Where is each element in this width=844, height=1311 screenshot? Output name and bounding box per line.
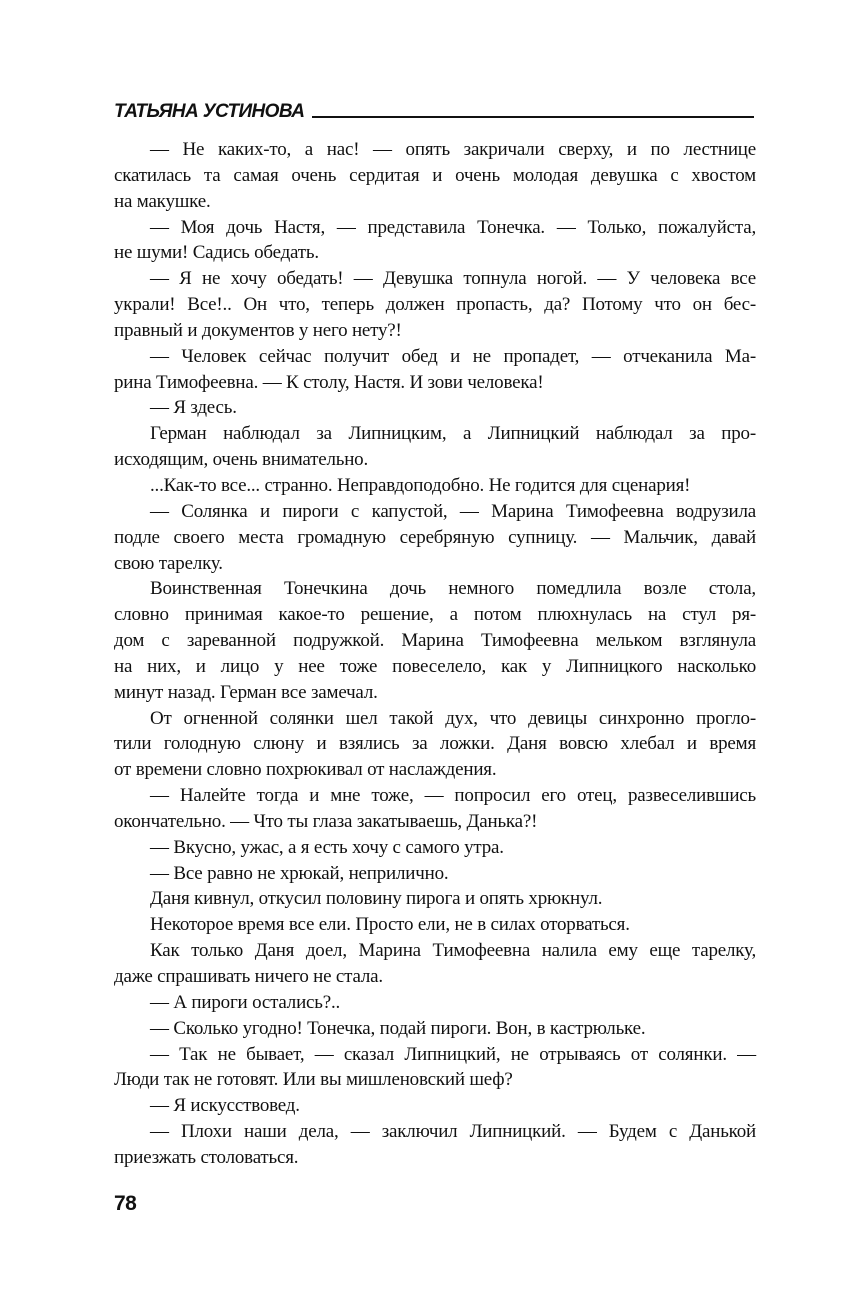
text-line: — Человек сейчас получит обед и не пропадет, — отчеканила Ма- — [150, 345, 756, 367]
text-line: Даня кивнул, откусил половину пирога и опять хрюкнул. — [150, 888, 603, 910]
text-line: — Так не бывает, — сказал Липницкий, не отрываясь от солянки. — — [150, 1043, 756, 1065]
paragraph — [114, 1042, 756, 1094]
text-line: Люди так не готовят. Или вы мишленовский шеф? — [114, 1069, 513, 1091]
header-rule — [312, 116, 754, 118]
text-line: украли! Все!.. Он что, теперь должен пропасть, да? Потому что он бес- — [114, 294, 756, 316]
text-line: Как только Даня доел, Марина Тимофеевна налила ему еще тарелку, — [150, 940, 756, 962]
text-line: — А пироги остались?.. — [150, 991, 341, 1013]
text-line: — Сколько угодно! Тонечка, подай пироги. Вон, в кастрюльке. — [150, 1017, 646, 1039]
text-line: не шуми! Садись обедать. — [114, 242, 319, 264]
text-line: — Я искусствовед. — [150, 1095, 300, 1117]
text-line: Некоторое время все ели. Просто ели, не в силах оторваться. — [150, 914, 630, 936]
paragraph — [114, 706, 756, 784]
paragraph — [114, 1016, 756, 1042]
text-line: даже спрашивать ничего не стала. — [114, 966, 383, 987]
paragraph — [114, 938, 756, 990]
paragraph — [114, 137, 756, 215]
text-line: — Я здесь. — [150, 397, 237, 419]
text-line: — Моя дочь Настя, — представила Тонечка. — Только, пожалуйста, — [150, 216, 756, 238]
text-line: — Я не хочу обедать! — Девушка топнула ногой. — У человека все — [150, 268, 756, 290]
text-line: От огненной солянки шел такой дух, что девицы синхронно прогло- — [150, 707, 756, 729]
paragraph — [114, 912, 756, 938]
text-line: правный и документов у него нету?! — [114, 319, 402, 341]
paragraph — [114, 266, 756, 344]
text-line: дом с зареванной подружкой. Марина Тимофеевна мельком взглянула — [114, 630, 756, 652]
text-line: от времени словно похрюкивал от наслаждения. — [114, 759, 497, 781]
paragraph — [114, 1093, 756, 1119]
text-line: тили голодную слюну и взялись за ложки. Даня вовсю хлебал и время — [114, 733, 756, 755]
running-header — [114, 98, 754, 122]
paragraph — [114, 1119, 756, 1171]
paragraph — [114, 886, 756, 912]
body-text — [114, 137, 756, 1171]
text-line: Герман наблюдал за Липницким, а Липницкий наблюдал за про- — [150, 423, 756, 445]
text-line: Воинственная Тонечкина дочь немного помедлила возле стола, — [150, 578, 756, 600]
text-line: — Плохи наши дела, — заключил Липницкий. — Будем с Данькой — [150, 1121, 756, 1143]
paragraph — [114, 421, 756, 473]
paragraph — [114, 990, 756, 1016]
text-line: — Налейте тогда и мне тоже, — попросил его отец, развеселившись — [150, 785, 756, 807]
paragraph — [114, 861, 756, 887]
paragraph — [114, 835, 756, 861]
page-number: 78 — [114, 1192, 137, 1215]
text-line: — Вкусно, ужас, а я есть хочу с самого утра. — [150, 836, 504, 858]
text-line: рина Тимофеевна. — К столу, Настя. И зови человека! — [114, 371, 544, 393]
text-line: подле своего места громадную серебряную супницу. — Мальчик, давай — [114, 526, 756, 548]
paragraph — [114, 215, 756, 267]
text-line: — Солянка и пироги с капустой, — Марина Тимофеевна водрузила — [150, 500, 756, 522]
paragraph — [114, 473, 756, 499]
text-line: словно принимая какое-то решение, а потом плюхнулась на стул ря- — [114, 604, 756, 626]
text-line: на них, и лицо у нее тоже повеселело, как у Липницкого насколько — [114, 655, 756, 677]
paragraph — [114, 576, 756, 705]
text-line: — Все равно не хрюкай, неприлично. — [150, 862, 449, 884]
text-line: ...Как-то все... странно. Неправдоподобно. Не годится для сценария! — [150, 474, 691, 496]
text-line: минут назад. Герман все замечал. — [114, 681, 378, 703]
text-line: окончательно. — Что ты глаза закатываешь, Данька?! — [114, 810, 538, 832]
paragraph — [114, 344, 756, 396]
author-name: ТАТЬЯНА УСТИНОВА — [114, 101, 305, 122]
paragraph — [114, 395, 756, 421]
paragraph — [114, 499, 756, 577]
text-line: свою тарелку. — [114, 552, 223, 574]
paragraph — [114, 783, 756, 835]
text-line: на макушке. — [114, 190, 211, 212]
text-line: скатилась та самая очень сердитая и очень молодая девушка с хвостом — [114, 164, 756, 186]
text-line: — Не каких-то, а нас! — опять закричали сверху, и по лестнице — [150, 139, 756, 160]
text-line: исходящим, очень внимательно. — [114, 449, 369, 471]
text-line: приезжать столоваться. — [114, 1146, 299, 1168]
